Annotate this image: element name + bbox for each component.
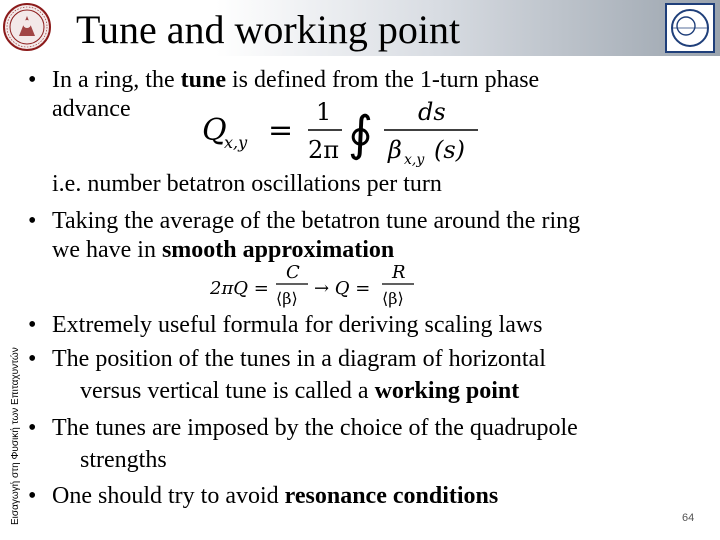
page-title: Tune and working point bbox=[76, 7, 461, 52]
eq2-num2: R bbox=[392, 262, 406, 283]
bullet-1-line-1: In a ring, the tune is defined from the 1-turn phase bbox=[52, 67, 540, 93]
sidebar-course-title: Εισαγωγή στη Φυσική των Επιταχυντών bbox=[10, 347, 21, 525]
bullet-4-line-1: The position of the tunes in a diagram of horizontal bbox=[52, 346, 546, 372]
cern-logo-icon bbox=[664, 2, 716, 54]
page-number: 64 bbox=[682, 512, 695, 524]
eq1-lhs: Q bbox=[202, 113, 227, 148]
eq1-den2-beta: β bbox=[388, 136, 402, 164]
bullet-1-line-2: advance bbox=[52, 96, 131, 122]
bullet-2-line-2: we have in smooth approximation bbox=[52, 237, 395, 263]
eq1-num1: 1 bbox=[316, 98, 332, 126]
eq1-den1: 2π bbox=[308, 136, 340, 164]
eq2-arrow: → Q = bbox=[314, 278, 371, 299]
eq1-lhs-sub: x,y bbox=[224, 133, 248, 152]
smooth-approximation-equation bbox=[208, 262, 438, 312]
bullet-icon: • bbox=[28, 483, 37, 509]
bullet-4-line-2: versus vertical tune is called a working point bbox=[80, 378, 520, 404]
bullet-2-line-1: Taking the average of the betatron tune around the ring bbox=[52, 208, 581, 234]
bullet-6-line-1: One should try to avoid resonance conditions bbox=[52, 483, 499, 509]
bullet-3-line-1: Extremely useful formula for deriving scaling laws bbox=[52, 312, 543, 338]
bullet-5-line-2: strengths bbox=[80, 447, 167, 473]
eq1-equals: = bbox=[268, 113, 294, 148]
university-seal-icon bbox=[2, 2, 52, 52]
eq1-num2: ds bbox=[418, 98, 446, 126]
eq2-den1: ⟨β⟩ bbox=[276, 289, 298, 308]
eq1-integral: ∮ bbox=[348, 106, 374, 162]
bullet-icon: • bbox=[28, 346, 37, 372]
bullet-icon: • bbox=[28, 208, 37, 234]
bullet-5-line-1: The tunes are imposed by the choice of the quadrupole bbox=[52, 415, 578, 441]
tune-definition-equation bbox=[198, 90, 488, 170]
eq2-lhs: 2πQ = bbox=[210, 278, 269, 299]
bullet-icon: • bbox=[28, 67, 37, 93]
eq1-den2-sub: x,y bbox=[404, 152, 425, 168]
eq1-den2-s: (s) bbox=[434, 136, 466, 164]
note-oscillations: i.e. number betatron oscillations per turn bbox=[52, 171, 442, 197]
bullet-icon: • bbox=[28, 415, 37, 441]
bullet-icon: • bbox=[28, 312, 37, 338]
eq2-num1: C bbox=[286, 262, 300, 283]
eq2-den2: ⟨β⟩ bbox=[382, 289, 404, 308]
